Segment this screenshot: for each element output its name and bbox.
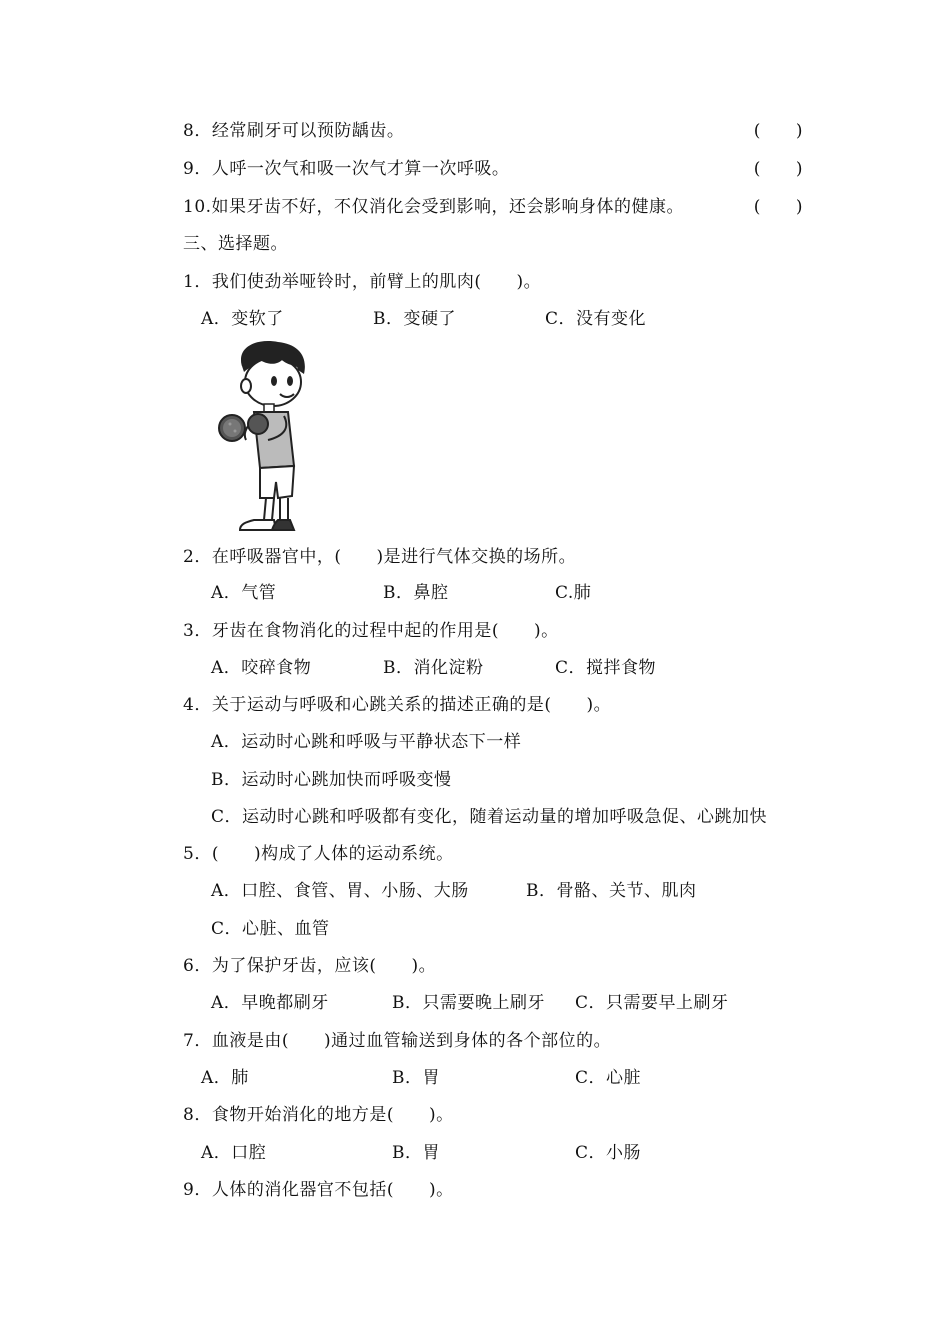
option-a[interactable]: A．变软了	[201, 309, 284, 329]
answer-paren[interactable]: ( )	[753, 159, 803, 179]
question-stem: 5．( )构成了人体的运动系统。	[183, 844, 454, 864]
question-stem: 6．为了保护牙齿，应该( )。	[183, 956, 437, 976]
option-a[interactable]: A．肺	[201, 1068, 249, 1088]
option-c[interactable]: C．小肠	[575, 1143, 642, 1163]
option-b[interactable]: B．只需要晚上刷牙	[392, 993, 545, 1013]
option-b[interactable]: B．鼻腔	[383, 583, 449, 603]
question-stem: 3．牙齿在食物消化的过程中起的作用是( )。	[183, 621, 559, 641]
question-stem: 4．关于运动与呼吸和心跳关系的描述正确的是( )。	[183, 695, 612, 715]
option-c[interactable]: C．心脏、血管	[211, 919, 330, 939]
option-b[interactable]: B．消化淀粉	[383, 658, 484, 678]
tf-item-8	[183, 119, 803, 143]
option-c[interactable]: C．没有变化	[545, 309, 647, 329]
question-stem: 1．我们使劲举哑铃时，前臂上的肌肉( )。	[183, 272, 542, 292]
option-c[interactable]: C．只需要早上刷牙	[575, 993, 729, 1013]
option-c[interactable]: C．运动时心跳和呼吸都有变化，随着运动量的增加呼吸急促、心跳加快	[211, 807, 768, 827]
option-c[interactable]: C．心脏	[575, 1068, 642, 1088]
option-c[interactable]: C．搅拌食物	[555, 658, 657, 678]
tf-item-text: 8．经常刷牙可以预防龋齿。	[183, 121, 405, 141]
option-b[interactable]: B．胃	[392, 1068, 440, 1088]
tf-item-9	[183, 157, 803, 181]
option-a[interactable]: A．口腔	[201, 1143, 267, 1163]
option-b[interactable]: B．运动时心跳加快而呼吸变慢	[211, 770, 452, 790]
tf-item-text: 9．人呼一次气和吸一次气才算一次呼吸。	[183, 159, 510, 179]
option-a[interactable]: A．口腔、食管、胃、小肠、大肠	[211, 881, 469, 901]
answer-paren[interactable]: ( )	[753, 197, 803, 217]
question-stem: 2．在呼吸器官中，( )是进行气体交换的场所。	[183, 547, 577, 567]
question-stem: 8．食物开始消化的地方是( )。	[183, 1105, 454, 1125]
option-a[interactable]: A．运动时心跳和呼吸与平静状态下一样	[211, 732, 522, 752]
boy-lifting-dumbbell-illustration	[218, 336, 318, 536]
option-c[interactable]: C.肺	[555, 583, 592, 603]
option-a[interactable]: A．早晚都刷牙	[211, 993, 329, 1013]
question-stem: 7．血液是由( )通过血管输送到身体的各个部位的。	[183, 1031, 612, 1051]
question-stem: 9．人体的消化器官不包括( )。	[183, 1180, 454, 1200]
option-b[interactable]: B．变硬了	[373, 309, 456, 329]
option-b[interactable]: B．骨骼、关节、肌肉	[526, 881, 697, 901]
tf-item-10	[183, 195, 803, 219]
answer-paren[interactable]: ( )	[753, 121, 803, 141]
option-a[interactable]: A．气管	[211, 583, 277, 603]
tf-item-text: 10.如果牙齿不好，不仅消化会受到影响，还会影响身体的健康。	[183, 197, 685, 217]
section-title: 三、选择题。	[183, 234, 288, 254]
option-b[interactable]: B．胃	[392, 1143, 440, 1163]
option-a[interactable]: A．咬碎食物	[211, 658, 312, 678]
